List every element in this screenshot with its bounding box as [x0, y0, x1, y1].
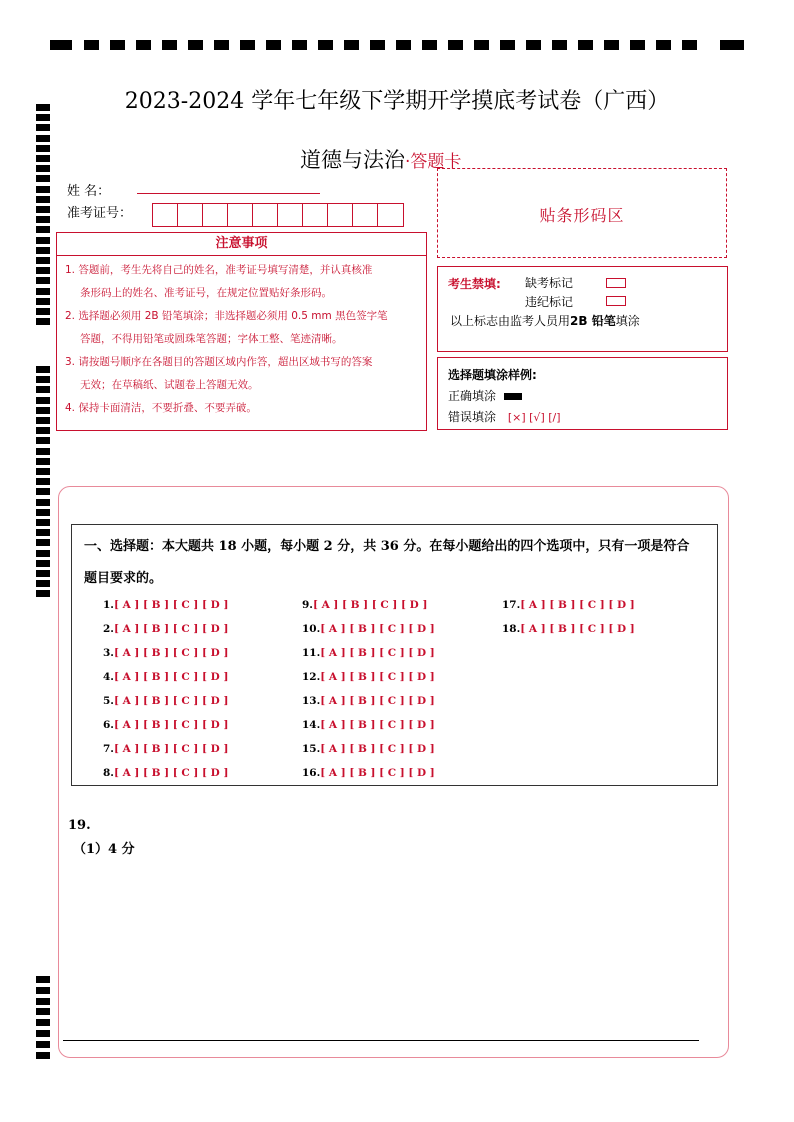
notice-item: 2. 选择题必须用 2B 铅笔填涂；非选择题必须用 0.5 mm 黑色签字笔 [65, 310, 388, 322]
question-number: 15. [302, 743, 321, 755]
timing-mark [36, 186, 50, 193]
wrong-marks: [×] [√] [/] [507, 411, 561, 424]
timing-mark [36, 288, 50, 295]
timing-mark [36, 539, 50, 546]
answer-choices[interactable]: [ A ] [ B ] [ C ] [ D ] [320, 671, 435, 683]
timing-mark [36, 1008, 50, 1015]
answer-choices[interactable]: [ A ] [ B ] [ C ] [ D ] [320, 719, 435, 731]
timing-mark [36, 124, 50, 131]
id-digit-box[interactable] [303, 204, 328, 226]
exam-title: 2023-2024 学年七年级下学期开学摸底考试卷（广西） [124, 89, 670, 114]
timing-mark [36, 560, 50, 567]
answer-choices[interactable]: [ A ] [ B ] [ C ] [ D ] [312, 599, 428, 611]
question-number: 10. [302, 623, 321, 635]
barcode-area [437, 168, 727, 258]
timing-mark [36, 1019, 50, 1026]
timing-mark [36, 987, 50, 994]
id-digit-box[interactable] [353, 204, 378, 226]
id-number-boxes[interactable] [152, 203, 404, 227]
timing-mark [36, 407, 50, 414]
multiple-choice-section [71, 524, 718, 786]
section1-instruction-cont: 题目要求的。 [84, 571, 163, 586]
timing-mark [36, 458, 50, 465]
timing-mark [36, 366, 50, 373]
mc-question-15[interactable] [302, 743, 435, 755]
timing-mark [36, 308, 50, 315]
question-number: 4. [103, 671, 114, 683]
absent-mark-box[interactable] [606, 278, 626, 288]
notice-item: 4. 保持卡面清洁，不要折叠、不要弄破。 [65, 402, 257, 414]
timing-mark [36, 570, 50, 577]
timing-mark [36, 499, 50, 506]
notice-item: 1. 答题前，考生先将自己的姓名，准考证号填写清楚，并认真核准 [65, 264, 373, 276]
section1-instruction: 一、选择题：本大题共 18 小题，每小题 2 分，共 36 分。在每小题给出的四个选项中，只有一项是符合 [84, 539, 690, 554]
mc-question-16[interactable] [302, 767, 435, 779]
name-label: 姓 名： [67, 184, 111, 199]
timing-mark [36, 1041, 50, 1048]
mc-question-18[interactable] [502, 623, 635, 635]
wrong-fill-row: 错误填涂 [×] [√] [/] [448, 410, 561, 424]
timing-mark [36, 437, 50, 444]
answer-choices[interactable]: [ A ] [ B ] [ C ] [ D ] [113, 767, 229, 779]
timing-mark [36, 590, 50, 597]
timing-mark [36, 976, 50, 983]
mc-question-11[interactable] [302, 647, 435, 659]
timing-mark [36, 226, 50, 233]
id-digit-box[interactable] [203, 204, 228, 226]
timing-mark [36, 448, 50, 455]
id-digit-box[interactable] [253, 204, 278, 226]
question-number: 1. [103, 599, 114, 611]
mc-question-1[interactable] [103, 599, 228, 611]
card-label: 答题卡 [410, 152, 462, 172]
answer-choices[interactable]: [ A ] [ B ] [ C ] [ D ] [113, 695, 229, 707]
subject-title: 道德与法治·答题卡 [300, 148, 462, 172]
mc-question-12[interactable] [302, 671, 435, 683]
answer-choices[interactable]: [ A ] [ B ] [ C ] [ D ] [113, 671, 229, 683]
question-number: 7. [103, 743, 114, 755]
timing-mark [36, 267, 50, 274]
timing-mark [36, 165, 50, 172]
question-19-number: 19. [68, 818, 91, 833]
notice-item: 答题，不得用铅笔或圆珠笔答题；字体工整、笔迹清晰。 [80, 333, 343, 345]
notice-title: 注意事项 [57, 233, 426, 256]
question-number: 13. [302, 695, 321, 707]
mc-question-7[interactable] [103, 743, 228, 755]
question-number: 18. [502, 623, 521, 635]
answer-choices[interactable]: [ A ] [ B ] [ C ] [ D ] [113, 719, 229, 731]
answer-choices[interactable]: [ A ] [ B ] [ C ] [ D ] [113, 647, 229, 659]
notice-item: 无效；在草稿纸、试题卷上答题无效。 [80, 379, 259, 391]
question-number: 12. [302, 671, 321, 683]
timing-mark [36, 427, 50, 434]
violation-mark-box[interactable] [606, 296, 626, 306]
timing-mark [36, 386, 50, 393]
mc-question-10[interactable] [302, 623, 435, 635]
invigilator-box [437, 266, 728, 352]
invigilator-title: 考生禁填: [448, 277, 501, 291]
timing-mark [36, 206, 50, 213]
question-number: 6. [103, 719, 114, 731]
timing-mark [36, 468, 50, 475]
question-19-sub1: （1）4 分 [73, 842, 135, 857]
timing-mark [36, 196, 50, 203]
question-number: 16. [302, 767, 321, 779]
timing-mark [36, 509, 50, 516]
violation-label: 违纪标记 [525, 295, 574, 309]
answer-choices[interactable]: [ A ] [ B ] [ C ] [ D ] [320, 695, 435, 707]
timing-mark [36, 277, 50, 284]
timing-mark [36, 529, 50, 536]
mc-question-2[interactable] [103, 623, 228, 635]
timing-mark [36, 550, 50, 557]
timing-mark [36, 247, 50, 254]
filled-mark-icon [504, 393, 522, 400]
question-number: 14. [302, 719, 321, 731]
question-number: 2. [103, 623, 114, 635]
timing-mark [36, 998, 50, 1005]
notice-item: 3. 请按题号顺序在各题目的答题区域内作答，超出区域书写的答案 [65, 356, 373, 368]
absent-label: 缺考标记 [525, 276, 574, 290]
answer-choices[interactable]: [ A ] [ B ] [ C ] [ D ] [113, 623, 229, 635]
timing-mark [36, 417, 50, 424]
answer-choices[interactable]: [ A ] [ B ] [ C ] [ D ] [113, 599, 229, 611]
question-number: 8. [103, 767, 114, 779]
timing-mark [36, 114, 50, 121]
mc-question-4[interactable] [103, 671, 228, 683]
timing-mark [36, 155, 50, 162]
answer-choices[interactable]: [ A ] [ B ] [ C ] [ D ] [320, 623, 435, 635]
answer-line [63, 1040, 699, 1041]
timing-mark [36, 376, 50, 383]
fill-sample-box [437, 357, 728, 430]
answer-choices[interactable]: [ A ] [ B ] [ C ] [ D ] [520, 623, 635, 635]
invigilator-note: 以上标志由监考人员用2B 铅笔填涂 [450, 314, 640, 328]
answer-choices[interactable]: [ A ] [ B ] [ C ] [ D ] [520, 599, 635, 611]
answer-choices[interactable]: [ A ] [ B ] [ C ] [ D ] [320, 767, 435, 779]
timing-mark [36, 488, 50, 495]
timing-mark [36, 318, 50, 325]
id-digit-box[interactable] [378, 204, 403, 226]
timing-mark [36, 519, 50, 526]
timing-mark [36, 580, 50, 587]
timing-mark [36, 1052, 50, 1059]
id-label: 准考证号： [67, 206, 133, 221]
id-digit-box[interactable] [228, 204, 253, 226]
mc-question-6[interactable] [103, 719, 228, 731]
mc-question-5[interactable] [103, 695, 228, 707]
mc-question-17[interactable] [502, 599, 635, 611]
notice-item: 条形码上的姓名、准考证号，在规定位置贴好条形码。 [80, 287, 332, 299]
timing-mark [36, 257, 50, 264]
answer-choices[interactable]: [ A ] [ B ] [ C ] [ D ] [113, 743, 229, 755]
question-number: 9. [302, 599, 313, 611]
id-digit-box[interactable] [178, 204, 203, 226]
question-number: 17. [502, 599, 521, 611]
timing-mark [36, 135, 50, 142]
timing-mark [36, 298, 50, 305]
id-digit-box[interactable] [153, 204, 178, 226]
timing-mark [36, 1030, 50, 1037]
mc-question-13[interactable] [302, 695, 435, 707]
timing-mark [36, 237, 50, 244]
mc-question-3[interactable] [103, 647, 228, 659]
answer-choices[interactable]: [ A ] [ B ] [ C ] [ D ] [320, 743, 435, 755]
timing-mark [36, 478, 50, 485]
name-field[interactable] [137, 193, 320, 194]
subject-name: 道德与法治 [300, 148, 405, 172]
barcode-label: 贴条形码区 [539, 206, 625, 225]
notice-box [56, 232, 427, 431]
mc-question-14[interactable] [302, 719, 435, 731]
question-number: 11. [302, 647, 321, 659]
timing-mark [36, 216, 50, 223]
correct-fill-row: 正确填涂 [448, 387, 522, 404]
mc-question-9[interactable] [302, 599, 427, 611]
id-digit-box[interactable] [278, 204, 303, 226]
timing-mark [36, 145, 50, 152]
question-number: 3. [103, 647, 114, 659]
mc-question-8[interactable] [103, 767, 228, 779]
answer-choices[interactable]: [ A ] [ B ] [ C ] [ D ] [320, 647, 435, 659]
timing-mark [36, 397, 50, 404]
id-digit-box[interactable] [328, 204, 353, 226]
fill-sample-title: 选择题填涂样例: [448, 368, 537, 382]
question-number: 5. [103, 695, 114, 707]
timing-mark [36, 175, 50, 182]
